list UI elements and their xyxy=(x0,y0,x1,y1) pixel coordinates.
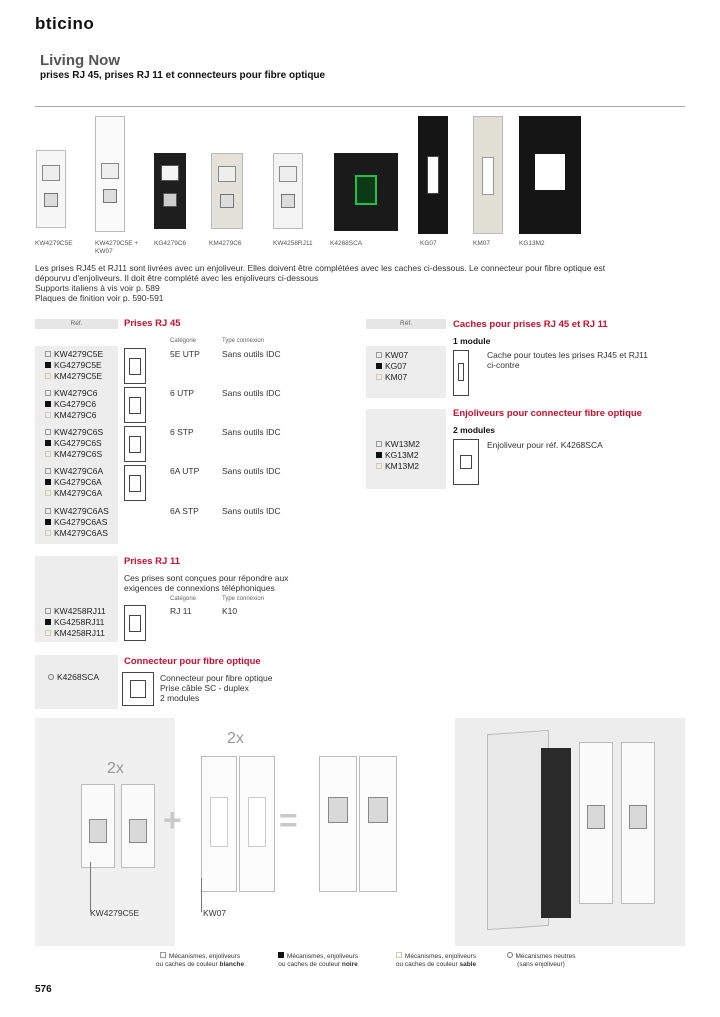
black-square-icon xyxy=(45,519,51,525)
legend-neutral xyxy=(496,952,586,969)
rj11-description xyxy=(124,573,288,593)
plus-symbol: + xyxy=(163,802,182,838)
legend-color: noire xyxy=(341,961,358,968)
product-caption: KW4279C5E + xyxy=(95,240,139,247)
rj45-module-image xyxy=(121,784,155,868)
legend-line: Mécanismes, enjoliveurs xyxy=(404,953,477,960)
legend-line: ou caches de couleur xyxy=(155,961,220,968)
ref-code: KM4279C6S xyxy=(54,449,103,459)
ref-code: KG4279C6 xyxy=(54,399,97,409)
category-value: 6 STP xyxy=(170,427,194,437)
page-subtitle: prises RJ 45, prises RJ 11 et connecteurs pour fibre optique xyxy=(40,70,326,81)
ref-code: KW07 xyxy=(385,350,409,360)
caches-group xyxy=(376,350,408,383)
product-image-km4279c6 xyxy=(211,153,243,229)
rj45-socket-icon xyxy=(124,465,146,501)
section-title-rj11: Prises RJ 11 xyxy=(124,556,180,567)
white-square-icon xyxy=(376,352,382,358)
sand-square-icon xyxy=(45,490,51,496)
rj45-socket-icon xyxy=(124,348,146,384)
enjoliveur-description: Enjoliveur pour réf. K4268SCA xyxy=(487,440,603,450)
legend-line: Mécanismes, enjoliveurs xyxy=(286,953,359,960)
connection-value: Sans outils IDC xyxy=(222,427,281,437)
ref-code: K4268SCA xyxy=(57,672,100,682)
legend-white xyxy=(150,952,250,969)
product-caption: KG4279C6 xyxy=(154,240,187,247)
legend-line: ou caches de couleur xyxy=(278,961,342,968)
enjoliveur-icon xyxy=(453,439,479,485)
sand-square-icon xyxy=(396,952,402,958)
rj45-group-1 xyxy=(45,349,103,382)
connection-value: Sans outils IDC xyxy=(222,506,281,516)
product-caption: KG13M2 xyxy=(519,240,545,247)
ref-code: KW4279C6AS xyxy=(54,506,109,516)
white-square-icon xyxy=(45,351,51,357)
category-value: 5E UTP xyxy=(170,349,200,359)
rj45-group-2 xyxy=(45,388,97,421)
white-square-icon xyxy=(160,952,166,958)
white-square-icon xyxy=(45,608,51,614)
product-caption: K4268SCA xyxy=(330,240,363,247)
legend-black xyxy=(268,952,368,969)
sand-square-icon xyxy=(376,374,382,380)
page-number: 576 xyxy=(35,984,52,995)
ref-code: KG4279C6AS xyxy=(54,517,108,527)
callout-line xyxy=(201,878,202,912)
ref-code: KW4279C6S xyxy=(54,427,104,437)
legend-line: (sans enjoliveur) xyxy=(517,961,565,968)
white-square-icon xyxy=(45,468,51,474)
ref-code: KG07 xyxy=(385,361,407,371)
ref-code: KG4279C5E xyxy=(54,360,102,370)
desc-line: Cache pour toutes les prises RJ45 et RJ11 xyxy=(487,350,648,360)
intro-line: Les prises RJ45 et RJ11 sont livrées avec un enjoliveur. Elles doivent être complétées avec les caches ci-dessous. Le connecteur pour fibre optique est xyxy=(35,263,606,273)
black-square-icon xyxy=(45,440,51,446)
desc-line: 2 modules xyxy=(160,693,200,703)
connection-value: K10 xyxy=(222,606,238,616)
desc-line: Connecteur pour fibre optique xyxy=(160,673,273,683)
rj11-group xyxy=(45,606,106,639)
category-value: 6 UTP xyxy=(170,388,195,398)
legend-line: ou caches de couleur xyxy=(395,961,460,968)
assembly-diagram xyxy=(35,718,685,946)
black-square-icon xyxy=(45,479,51,485)
product-caption: KW07 xyxy=(95,248,113,255)
product-caption: KW4279C5E xyxy=(35,240,73,247)
column-header-connection: Type connexion xyxy=(222,596,265,602)
product-caption: KW4258RJ11 xyxy=(273,240,313,247)
ref-code: KW4258RJ11 xyxy=(54,606,106,616)
rj45-socket-icon xyxy=(124,426,146,462)
intro-line: Plaques de finition voir p. 590-591 xyxy=(35,293,164,303)
desc-line: Prise câble SC - duplex xyxy=(160,683,249,693)
neutral-circle-icon xyxy=(507,952,513,958)
product-image-km07 xyxy=(473,116,503,234)
intro-text xyxy=(35,263,690,303)
ref-code: KM4279C6A xyxy=(54,488,103,498)
fiber-description xyxy=(160,673,272,703)
product-caption: KG07 xyxy=(420,240,437,247)
ref-code: KG13M2 xyxy=(385,450,419,460)
black-square-icon xyxy=(45,401,51,407)
ref-code: KG4258RJ11 xyxy=(54,617,105,627)
module-count: 1 module xyxy=(453,336,491,346)
black-square-icon xyxy=(278,952,284,958)
column-header-category: Catégorie xyxy=(170,338,197,344)
support-frame-image xyxy=(541,748,571,918)
multiplier-label: 2x xyxy=(227,730,244,747)
desc-line: ci-contre xyxy=(487,360,520,370)
ref-code: KG4279C6S xyxy=(54,438,102,448)
sand-square-icon xyxy=(45,630,51,636)
ref-code: KW4279C5E xyxy=(54,349,104,359)
ref-code: KW4279C6A xyxy=(54,466,104,476)
section-title-fiber: Connecteur pour fibre optique xyxy=(124,656,261,667)
exploded-cache-image xyxy=(621,742,655,904)
sand-square-icon xyxy=(45,451,51,457)
fiber-connector-icon xyxy=(122,672,154,706)
section-title-enjoliveurs: Enjoliveurs pour connecteur fibre optique xyxy=(453,408,642,419)
assembled-module-image xyxy=(319,756,357,892)
sand-square-icon xyxy=(45,373,51,379)
neutral-circle-icon xyxy=(48,674,54,680)
category-value: RJ 11 xyxy=(170,606,192,616)
module-count: 2 modules xyxy=(453,425,496,435)
column-header-category: Catégorie xyxy=(170,596,197,602)
category-value: 6A STP xyxy=(170,506,199,516)
rj45-module-image xyxy=(81,784,115,868)
rj11-socket-icon xyxy=(124,605,146,641)
cache-kw07-image xyxy=(201,756,237,892)
cache-icon xyxy=(453,350,469,396)
wall-plate-image xyxy=(487,730,549,930)
ref-code: KM13M2 xyxy=(385,461,420,471)
connection-value: Sans outils IDC xyxy=(222,349,281,359)
assembled-module-image xyxy=(359,756,397,892)
sand-square-icon xyxy=(45,412,51,418)
ref-code: KM4279C5E xyxy=(54,371,103,381)
ref-code: KM4279C6AS xyxy=(54,528,108,538)
section-title-rj45: Prises RJ 45 xyxy=(124,318,181,329)
equals-symbol: = xyxy=(279,802,298,838)
ref-code: KG4279C6A xyxy=(54,477,102,487)
sand-square-icon xyxy=(376,463,382,469)
exploded-cache-image xyxy=(579,742,613,904)
brand-logo: bticino xyxy=(35,14,95,33)
ref-column-header: Réf. xyxy=(35,319,118,329)
fiber-ref xyxy=(48,672,99,683)
callout-line xyxy=(90,862,91,912)
ref-code: KM4258RJ11 xyxy=(54,628,105,638)
product-caption: KM4279C6 xyxy=(209,240,242,247)
legend-color: sable xyxy=(459,961,477,968)
ref-column-header: Réf. xyxy=(366,319,446,329)
legend-line: Mécanismes, enjoliveurs xyxy=(168,953,241,960)
column-header-connection: Type connexion xyxy=(222,338,265,344)
product-caption: KM07 xyxy=(473,240,490,247)
cache-kw07-image xyxy=(239,756,275,892)
black-square-icon xyxy=(45,619,51,625)
black-square-icon xyxy=(45,362,51,368)
product-image-kw4258rj11 xyxy=(273,153,303,229)
product-image-k4268sca xyxy=(334,153,398,231)
caches-description xyxy=(487,350,648,370)
product-image-kw4279c5e xyxy=(36,150,66,228)
diagram-label-left: KW4279C5E xyxy=(90,908,140,918)
header-divider xyxy=(35,106,685,107)
ref-code: KM07 xyxy=(385,372,408,382)
product-image-kw4279c5e-kw07 xyxy=(95,116,125,232)
connection-value: Sans outils IDC xyxy=(222,388,281,398)
white-square-icon xyxy=(376,441,382,447)
intro-line: Supports italiens à vis voir p. 589 xyxy=(35,283,160,293)
sand-square-icon xyxy=(45,530,51,536)
product-image-kg4279c6 xyxy=(154,153,186,229)
category-value: 6A UTP xyxy=(170,466,200,476)
intro-line: dépourvu d'enjoliveurs. Il doit être complété avec les enjoliveurs ci-dessous xyxy=(35,273,319,283)
legend-line: Mécanismes neutres xyxy=(515,953,576,960)
section-title-caches: Caches pour prises RJ 45 et RJ 11 xyxy=(453,319,608,330)
white-square-icon xyxy=(45,390,51,396)
product-image-kg07 xyxy=(418,116,448,234)
multiplier-label: 2x xyxy=(107,760,124,777)
desc-line: exigences de connexions téléphoniques xyxy=(124,583,275,593)
ref-code: KW13M2 xyxy=(385,439,420,449)
connection-value: Sans outils IDC xyxy=(222,466,281,476)
black-square-icon xyxy=(376,452,382,458)
desc-line: Ces prises sont conçues pour répondre aux xyxy=(124,573,289,583)
enjoliveurs-group xyxy=(376,439,420,472)
legend-sand xyxy=(386,952,486,969)
rj45-group-4 xyxy=(45,466,103,499)
white-square-icon xyxy=(45,429,51,435)
series-title: Living Now xyxy=(40,52,120,69)
white-square-icon xyxy=(45,508,51,514)
legend-color: blanche xyxy=(219,961,245,968)
rj45-group-5 xyxy=(45,506,109,539)
ref-code: KM4279C6 xyxy=(54,410,97,420)
product-image-kg13m2 xyxy=(519,116,581,234)
ref-code: KW4279C6 xyxy=(54,388,98,398)
black-square-icon xyxy=(376,363,382,369)
rj45-group-3 xyxy=(45,427,103,460)
diagram-label-mid: KW07 xyxy=(203,908,227,918)
rj45-socket-icon xyxy=(124,387,146,423)
